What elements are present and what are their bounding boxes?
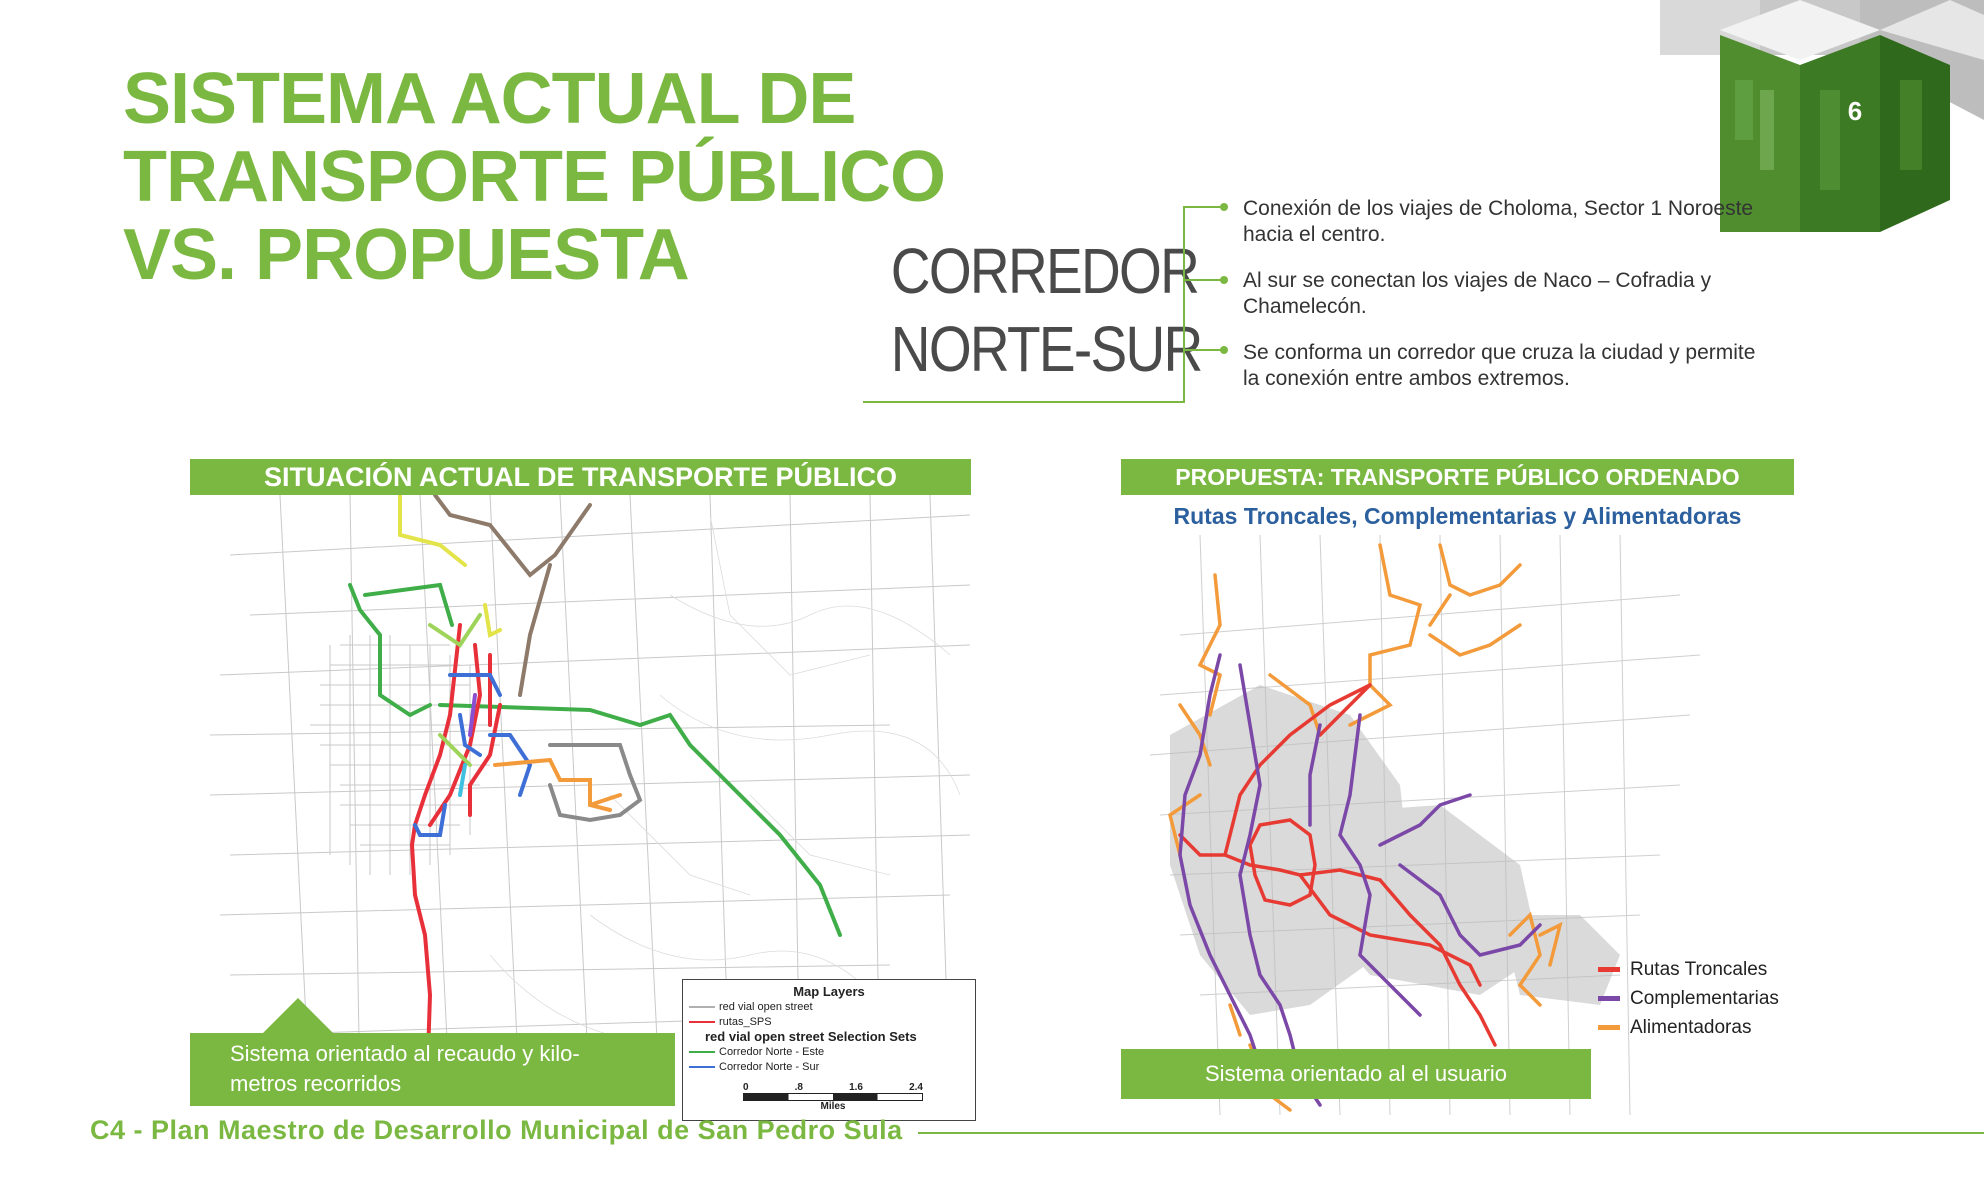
page-title: [123, 59, 946, 295]
legend-swatch: [1598, 1025, 1620, 1030]
scale-unit: Miles: [820, 1101, 846, 1112]
corridor-bullet-3: Se conforma un corredor que cruza la ciudad y permite la conexión entre ambos extremos.: [1243, 341, 1756, 390]
corridor-title-line-2: NORTE-SUR: [890, 313, 1202, 385]
legend-label: Complementarias: [1630, 987, 1779, 1009]
scale-tick: .8: [794, 1082, 803, 1093]
corridor-bullet-2: Al sur se conectan los viajes de Naco – Cofradia y Chamelecón.: [1243, 269, 1712, 318]
legend-swatch: [689, 1006, 715, 1008]
scale-bar: [743, 1082, 923, 1112]
legend-swatch: [689, 1021, 715, 1023]
left-callout-line-1: Sistema orientado al recaudo y kilo-: [230, 1041, 580, 1066]
corridor-bullet-1: Conexión de los viajes de Choloma, Sector 1 Noroeste hacia el centro.: [1243, 197, 1754, 246]
scale-tick: 1.6: [849, 1082, 863, 1093]
title-line-2: TRANSPORTE PÚBLICO: [123, 137, 946, 217]
legend-label: red vial open street: [719, 1000, 813, 1013]
legend-row: [689, 1044, 975, 1059]
corridor-bracket: [860, 195, 1240, 405]
page-number: 6: [1847, 96, 1863, 126]
left-callout-line-2: metros recorridos: [230, 1071, 402, 1096]
corridor-title-line-1: CORREDOR: [890, 235, 1199, 307]
left-callout-arrow: [262, 998, 334, 1034]
legend-row: [689, 999, 975, 1014]
right-map-callout: Sistema orientado al el usuario: [1121, 1049, 1591, 1099]
title-line-3: VS. PROPUESTA: [123, 215, 689, 295]
legend-item-troncales: [1598, 955, 1779, 984]
left-map-callout: [190, 1033, 675, 1106]
right-map-subtitle: Rutas Troncales, Complementarias y Alimentadoras: [1173, 503, 1742, 529]
legend-label: Corredor Norte - Este: [719, 1045, 825, 1058]
legend-item-alimentadoras: [1598, 1013, 1779, 1042]
legend-swatch: [689, 1051, 715, 1053]
scale-tick: 0: [743, 1082, 749, 1093]
legend-label: Alimentadoras: [1630, 1016, 1752, 1038]
legend-label: rutas_SPS: [719, 1015, 772, 1028]
title-line-1: SISTEMA ACTUAL DE: [123, 59, 856, 139]
legend-swatch: [689, 1066, 715, 1068]
left-map-header: SITUACIÓN ACTUAL DE TRANSPORTE PÚBLICO: [190, 459, 971, 495]
legend-row: [689, 1059, 975, 1074]
legend-row: [689, 1014, 975, 1029]
legend-swatch: [1598, 996, 1620, 1001]
legend-swatch: [1598, 967, 1620, 972]
route-legend: [1598, 955, 1779, 1042]
footer-rule: [918, 1132, 1984, 1134]
legend-item-complementarias: [1598, 984, 1779, 1013]
scale-tick: 2.4: [909, 1082, 923, 1093]
right-map-header: PROPUESTA: TRANSPORTE PÚBLICO ORDENADO: [1121, 459, 1794, 495]
map-layers-title: Map Layers: [793, 984, 865, 999]
footer-text: C4 - Plan Maestro de Desarrollo Municipal de San Pedro Sula: [90, 1115, 903, 1145]
legend-label: Corredor Norte - Sur: [719, 1060, 820, 1073]
map-layers-legend: [682, 979, 976, 1121]
selection-sets-title: red vial open street Selection Sets: [705, 1029, 917, 1044]
legend-label: Rutas Troncales: [1630, 958, 1768, 980]
